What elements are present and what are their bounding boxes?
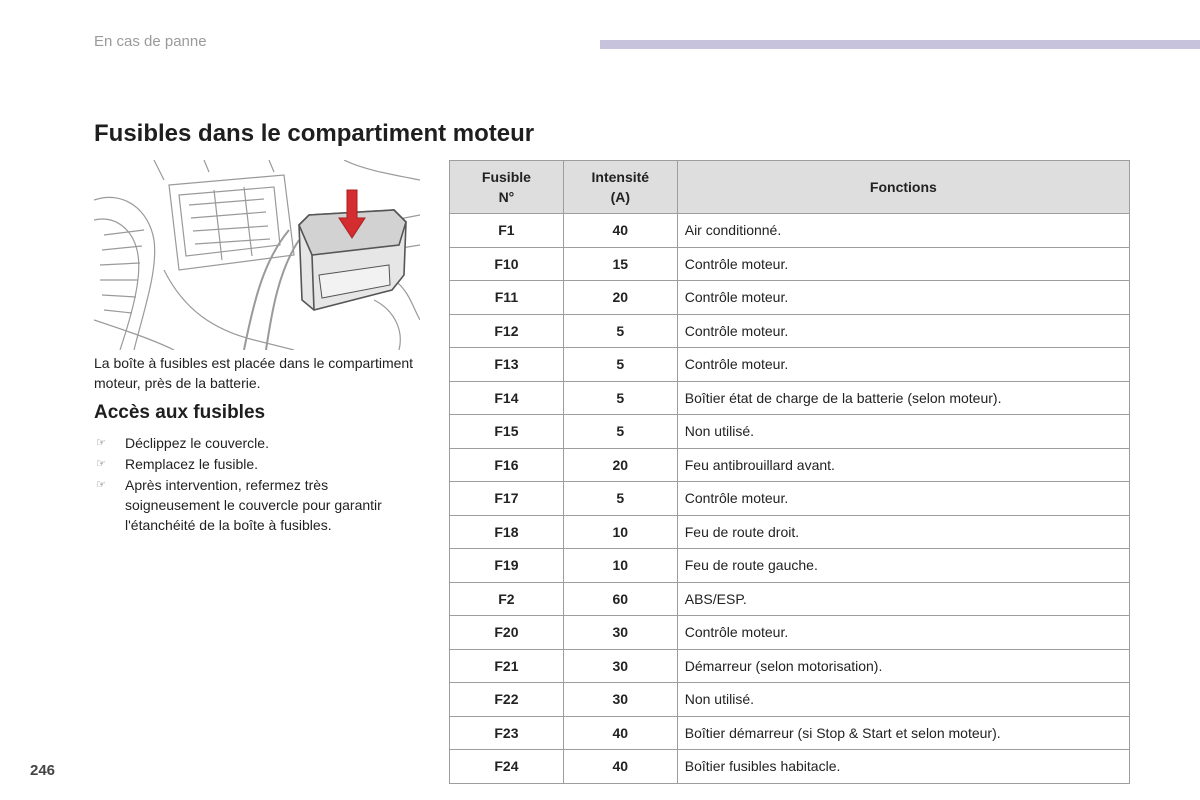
fuse-number: F22 [450,683,564,717]
functions-header: Fonctions [677,161,1129,214]
page-number: 246 [30,762,56,779]
table-row [450,247,1130,281]
table-row [450,549,1130,583]
fuse-amperage: 60 [563,582,677,616]
fuse-amperage: 30 [563,649,677,683]
fuse-header-line1: Fusible [481,169,531,185]
fuse-amperage: 10 [563,549,677,583]
fuse-amperage: 5 [563,482,677,516]
table-row [450,750,1130,784]
fuse-number: F16 [450,448,564,482]
step-text: Déclippez le couvercle. [125,435,269,451]
fuse-function: Boîtier démarreur (si Stop & Start et selon moteur). [677,716,1129,750]
fuse-number: F18 [450,515,564,549]
fuse-header-line2: N° [498,189,515,205]
fuse-function: Contrôle moteur. [677,281,1129,315]
fuse-number: F23 [450,716,564,750]
step-text: Remplacez le fusible. [125,456,259,472]
fuse-number: F19 [450,549,564,583]
page-title: Fusibles dans le compartiment moteur [94,120,535,147]
fuse-function: Contrôle moteur. [677,247,1129,281]
fuse-function: ABS/ESP. [677,582,1129,616]
fuse-number: F11 [450,281,564,315]
table-row [450,482,1130,516]
fuse-table [449,160,1130,784]
pointing-hand-icon: ☞ [96,458,106,470]
table-row [450,415,1130,449]
fuse-function: Contrôle moteur. [677,348,1129,382]
access-steps-list [94,433,419,536]
fuse-amperage: 30 [563,616,677,650]
fuse-amperage: 20 [563,448,677,482]
engine-fuse-box-illustration [94,160,420,350]
fuse-amperage: 5 [563,415,677,449]
fuse-function: Feu de route droit. [677,515,1129,549]
fuse-number: F24 [450,750,564,784]
amperage-header-line2: (A) [610,189,631,205]
table-row [450,448,1130,482]
pointing-hand-icon: ☞ [96,437,106,449]
fuse-number: F21 [450,649,564,683]
fuse-number: F20 [450,616,564,650]
table-row [450,649,1130,683]
list-item [94,454,419,474]
fuse-number: F12 [450,314,564,348]
table-row [450,381,1130,415]
fuse-function: Air conditionné. [677,214,1129,248]
amperage-header [563,161,677,214]
fuse-number: F10 [450,247,564,281]
table-row [450,716,1130,750]
fuse-amperage: 40 [563,716,677,750]
fuse-amperage: 20 [563,281,677,315]
fuse-number: F2 [450,582,564,616]
fuse-function: Feu antibrouillard avant. [677,448,1129,482]
table-row [450,616,1130,650]
table-row [450,214,1130,248]
fuse-number: F14 [450,381,564,415]
fuse-amperage: 30 [563,683,677,717]
amperage-header-line1: Intensité [591,169,650,185]
table-row [450,314,1130,348]
fuse-function: Boîtier état de charge de la batterie (selon moteur). [677,381,1129,415]
fuse-amperage: 40 [563,214,677,248]
fuse-number-header [450,161,564,214]
fuse-amperage: 40 [563,750,677,784]
table-row [450,281,1130,315]
section-label: En cas de panne [94,33,207,50]
fuse-number: F15 [450,415,564,449]
fuse-function: Contrôle moteur. [677,314,1129,348]
fuse-amperage: 10 [563,515,677,549]
fuse-amperage: 5 [563,314,677,348]
access-fuses-heading: Accès aux fusibles [94,402,266,423]
fuse-function: Contrôle moteur. [677,616,1129,650]
list-item [94,475,419,535]
fuse-function: Contrôle moteur. [677,482,1129,516]
table-header-row [450,161,1130,214]
table-row [450,348,1130,382]
fuse-number: F13 [450,348,564,382]
fuse-number: F17 [450,482,564,516]
header-accent-bar [600,40,1200,49]
step-text: Après intervention, refermez très soigneusement le couvercle pour garantir l'étanchéité de la boîte à fusibles. [125,477,382,533]
fuse-function: Démarreur (selon motorisation). [677,649,1129,683]
table-row [450,683,1130,717]
fuse-amperage: 5 [563,381,677,415]
list-item [94,433,419,453]
fuse-amperage: 15 [563,247,677,281]
fuse-function: Non utilisé. [677,683,1129,717]
table-row [450,515,1130,549]
fuse-number: F1 [450,214,564,248]
table-row [450,582,1130,616]
fuse-function: Non utilisé. [677,415,1129,449]
fuse-box-location-caption: La boîte à fusibles est placée dans le compartiment moteur, près de la batterie. [94,355,414,391]
fuse-amperage: 5 [563,348,677,382]
fuse-function: Boîtier fusibles habitacle. [677,750,1129,784]
fuse-function: Feu de route gauche. [677,549,1129,583]
pointing-hand-icon: ☞ [96,479,106,491]
